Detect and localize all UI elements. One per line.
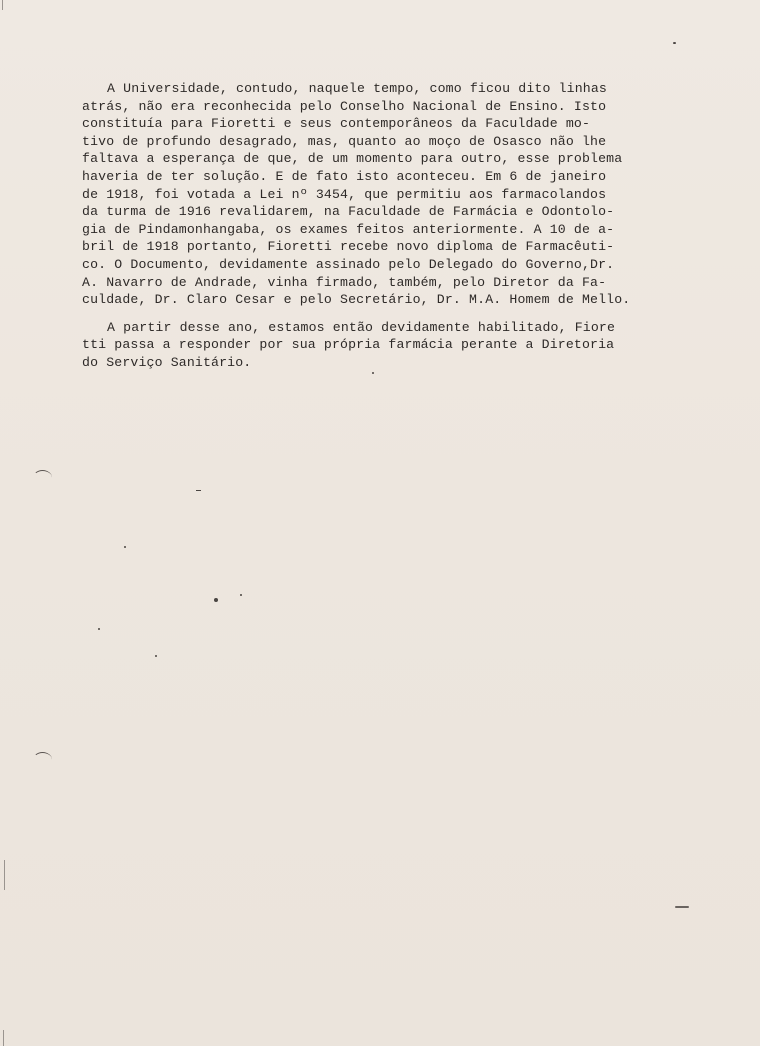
edge-mark [4, 860, 5, 890]
ink-speck [240, 594, 242, 596]
edge-mark [3, 1030, 4, 1046]
paragraph-1 [82, 80, 712, 309]
typewritten-text [82, 80, 712, 372]
ink-speck [372, 372, 374, 374]
paragraph-line: do Serviço Sanitário. [82, 354, 252, 370]
paragraph-2 [82, 319, 712, 372]
edge-mark [2, 0, 3, 10]
ink-speck [673, 42, 676, 44]
ink-speck [98, 628, 100, 630]
ink-speck [214, 598, 218, 602]
paragraph-line: tti passa a responder por sua própria farmácia perante a Diretoria [82, 337, 615, 353]
paragraph-line: atrás, não era reconhecida pelo Conselho Nacional de Ensino. Isto [82, 98, 607, 114]
paragraph-line: de 1918, foi votada a Lei nº 3454, que permitiu aos farmacolandos [82, 186, 607, 202]
punch-hole-mark [33, 470, 52, 485]
ink-speck [124, 546, 126, 548]
paragraph-line: tivo de profundo desagrado, mas, quanto ao moço de Osasco não lhe [82, 133, 607, 149]
paragraph-line: gia de Pindamonhangaba, os exames feitos anteriormente. A 10 de a- [82, 221, 615, 237]
paragraph-line: bril de 1918 portanto, Fioretti recebe novo diploma de Farmacêuti- [82, 239, 615, 255]
paragraph-line: A. Navarro de Andrade, vinha firmado, também, pelo Diretor da Fa- [82, 274, 607, 290]
paragraph-gap [82, 309, 712, 319]
paragraph-line: A Universidade, contudo, naquele tempo, como ficou dito linhas [107, 81, 607, 96]
paragraph-line: culdade, Dr. Claro Cesar e pelo Secretário, Dr. M.A. Homem de Mello. [82, 292, 631, 308]
paragraph-line: haveria de ter solução. E de fato isto aconteceu. Em 6 de janeiro [82, 168, 607, 184]
ink-speck [155, 655, 157, 657]
paragraph-line: faltava a esperança de que, de um momento para outro, esse problema [82, 151, 623, 167]
ink-speck [675, 906, 689, 908]
punch-hole-mark [33, 752, 52, 767]
paragraph-line: co. O Documento, devidamente assinado pelo Delegado do Governo,Dr. [82, 256, 615, 272]
paragraph-line: A partir desse ano, estamos então devidamente habilitado, Fiore [107, 319, 616, 335]
ink-speck [196, 490, 201, 491]
paragraph-line: constituía para Fioretti e seus contemporâneos da Faculdade mo- [82, 116, 591, 132]
paragraph-line: da turma de 1916 revalidarem, na Faculdade de Farmácia e Odontolo- [82, 204, 615, 220]
